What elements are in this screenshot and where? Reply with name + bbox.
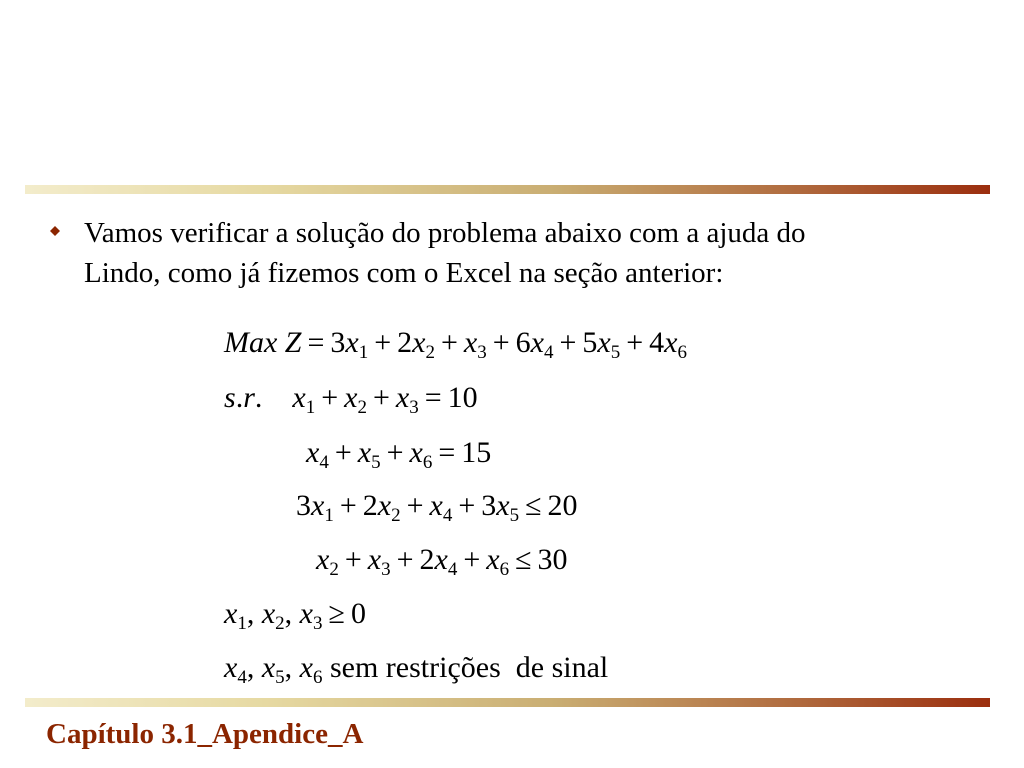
- constraint-4: $x_2 + x_3 + 2x_4 + x_6 \le 30$: [316, 543, 568, 580]
- intro-line-1: Vamos verificar a solução do problema abaixo com a ajuda do: [84, 217, 806, 249]
- chapter-footer: Capítulo 3.1_Apendice_A: [46, 718, 364, 750]
- diamond-bullet-icon: [50, 226, 60, 236]
- constraint-3: $3x_1 + 2x_2 + x_4 + 3x_5 \le 20$: [296, 489, 578, 526]
- intro-paragraph: [84, 213, 964, 293]
- bottom-divider: [25, 698, 990, 707]
- top-divider: [25, 185, 990, 194]
- constraint-1: s.r. $x_1 + x_2 + x_3 = 10$: [224, 381, 478, 418]
- free-variables-constraint: $x_4$, $x_5$, $x_6$ sem restrições de sinal: [224, 651, 609, 688]
- objective-function: Max $Z = 3x_1 + 2x_2 + x_3 + 6x_4 + 5x_5 + 4x_6$: [224, 326, 687, 363]
- intro-line-2: Lindo, como já fizemos com o Excel na seção anterior:: [84, 257, 724, 289]
- nonnegativity-constraint: $x_1$, $x_2$, $x_3 \ge 0$: [224, 597, 366, 634]
- constraint-2: $x_4 + x_5 + x_6 = 15$: [306, 436, 492, 473]
